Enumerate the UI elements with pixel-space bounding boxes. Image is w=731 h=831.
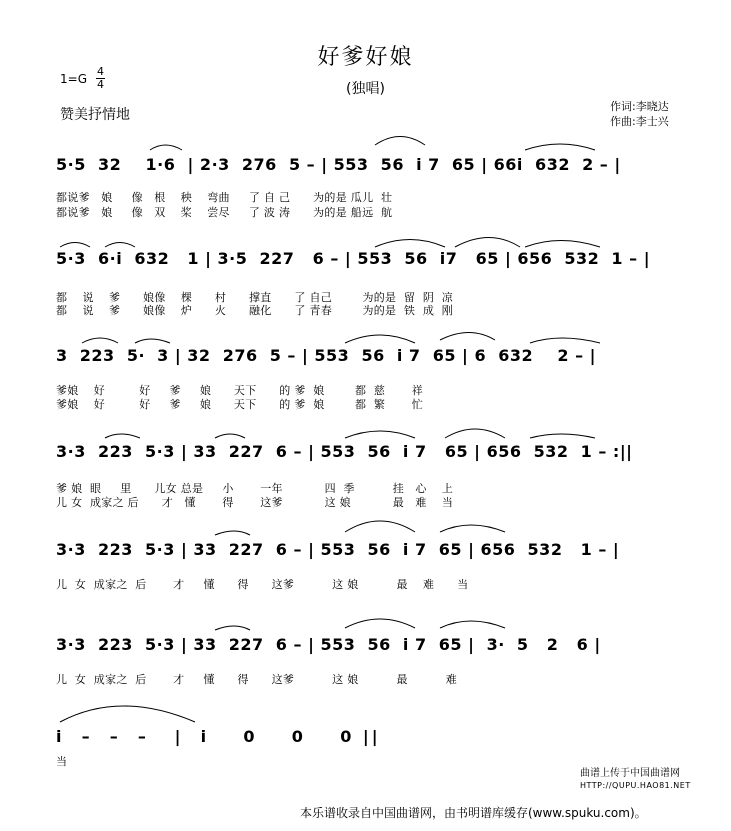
slur [440,621,505,628]
lyric-verse-1: 当 [56,755,68,768]
notation-line: 3·3 223 5·3 | 33 227 6 – | 553 56 i 7 65 | 3· 5 2 6 | [56,635,601,654]
lyric-verse-1: 都 说 爹 娘像 棵 村 撑直 了 自己 为的是 留 阴 凉 [56,291,454,304]
expression-marking: 赞美抒情地 [60,107,130,123]
key-signature: 1=G [60,72,87,86]
slur [105,434,140,438]
slur [525,241,600,248]
slur [445,429,505,438]
notation-line: 3·3 223 5·3 | 33 227 6 – | 553 56 i 7 65 | 656 532 1 – | [56,540,620,559]
lyric-verse-1: 爹 娘 眼 里 儿女 总是 小 一年 四 季 挂 心 上 [56,482,454,495]
meter-bottom: 4 [97,78,104,91]
slur [150,145,182,150]
cache-notice: 本乐谱收录自中国曲谱网，由书明谱库缓存(www.spuku.com)。 [300,806,647,820]
slur [60,243,90,248]
slur [215,531,250,535]
notation-line: 3 223 5· 3 | 32 276 5 – | 553 56 i 7 65 | 6 632 2 – | [56,346,597,365]
slur [530,338,600,343]
slur [60,706,195,722]
slur [375,240,445,248]
lyric-verse-2: 爹娘 好 好 爹 娘 天下 的 爹 娘 都 繁 忙 [56,398,424,411]
notation-line: 3·3 223 5·3 | 33 227 6 – | 553 56 i 7 65 | 656 532 1 – :|| [56,442,633,461]
slur [525,144,595,150]
site-stamp [580,768,710,792]
composer-credit: 作曲:李士兴 [610,115,669,128]
lyric-verse-2: 都 说 爹 娘像 炉 火 融化 了 青春 为的是 铁 成 刚 [56,304,454,317]
notation-line: 5·5 32 1·6 | 2·3 276 5 – | 553 56 i 7 65 | 66i 632 2 – | [56,155,621,174]
notation-line: i – – – | i 0 0 0 || [56,727,381,746]
site-stamp-url: HTTP://QUPU.HAO81.NET [580,781,691,790]
slur [135,339,170,343]
slur [440,333,495,341]
song-title: 好爹好娘 [317,45,414,70]
lyric-verse-1: 都说爹 娘 像 根 秧 弯曲 了 自 己 为的是 瓜儿 壮 [56,191,393,204]
lyric-verse-1: 儿 女 成家之 后 才 懂 得 这爹 这 娘 最 难 当 [56,578,469,591]
slur [82,338,118,343]
slur [345,521,415,532]
slur [530,434,595,438]
slur [105,243,135,248]
meter-top: 4 [97,65,104,78]
site-stamp-text: 曲谱上传于中国曲谱网 [580,768,680,779]
slur [440,525,505,532]
notation-line: 5·3 6·i 632 1 | 3·5 227 6 – | 553 56 i7 65 | 656 532 1 – | [56,249,651,268]
slur [215,434,245,438]
slur [375,137,425,146]
lyric-verse-2: 儿 女 成家之 后 才 懂 得 这爹 这 娘 最 难 当 [56,496,454,509]
song-subtitle: (独唱) [346,81,385,97]
slur [215,626,250,630]
lyric-verse-1: 爹娘 好 好 爹 娘 天下 的 爹 娘 都 慈 祥 [56,384,424,397]
lyric-verse-1: 儿 女 成家之 后 才 懂 得 这爹 这 娘 最 难 [56,673,458,686]
slur [345,431,415,438]
lyricist-credit: 作词:李晓达 [610,100,669,113]
slur [345,335,415,343]
lyric-verse-2: 都说爹 娘 像 双 桨 尝尽 了 波 涛 为的是 船远 航 [56,206,393,219]
slur [345,619,415,628]
slur [455,238,520,248]
